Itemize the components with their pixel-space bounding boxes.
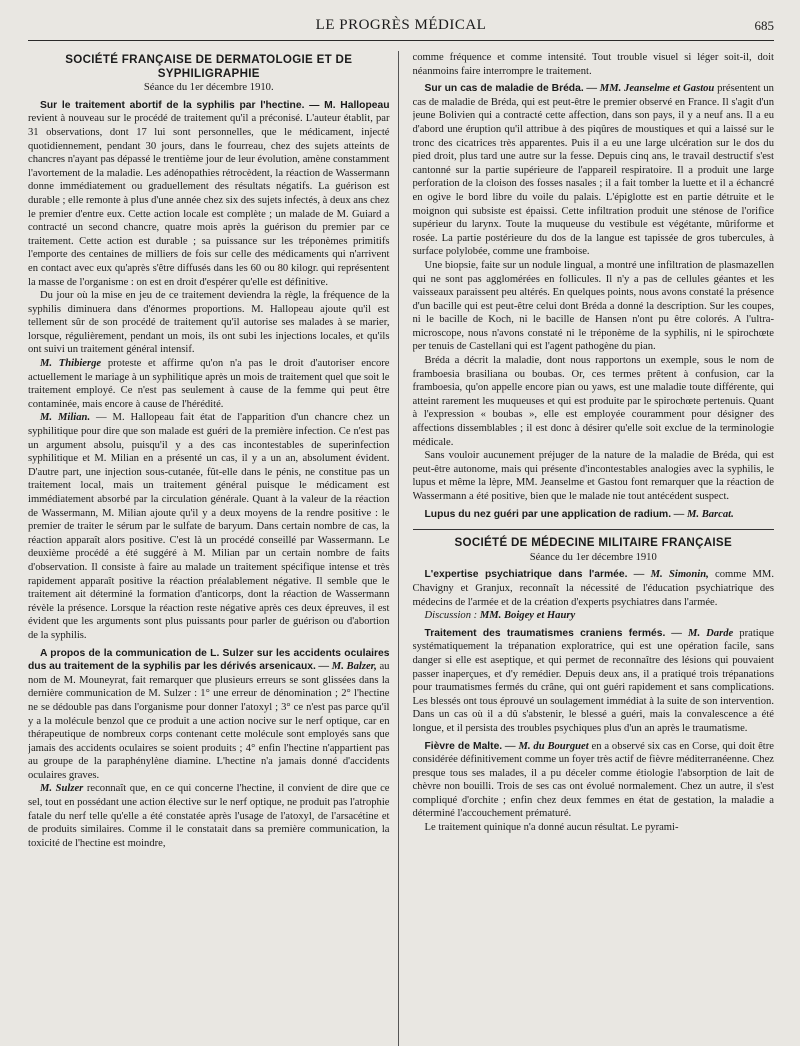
running-title: LE PROGRÈS MÉDICAL: [315, 17, 487, 33]
malta-fever-paragraph: [413, 740, 775, 822]
speaker-name: M. Thibierge: [40, 358, 102, 370]
article-heading: Fièvre de Malte.: [424, 740, 503, 752]
speaker-name: — M. Barcat.: [673, 508, 734, 520]
discussion-label: Discussion :: [424, 610, 478, 622]
article-heading: Traitement des traumatismes craniens fermés.: [424, 627, 666, 639]
speaker-name: — M. du Bourguet: [505, 740, 589, 752]
discussion-line: [413, 609, 775, 623]
speaker-name: MM. Boigey et Haury: [479, 610, 576, 622]
speaker-name: — M. Simonin,: [633, 569, 709, 581]
continuation-paragraph: comme fréquence et comme intensité. Tout trouble visuel si léger soit-il, doit néanmoins faire interrompre le traitement.: [412, 52, 774, 77]
right-column: [413, 51, 775, 1046]
speaker-name: M. Sulzer: [40, 783, 84, 795]
trauma-paragraph: [413, 627, 775, 736]
paragraph: Sans vouloir aucunement préjuger de la nature de la maladie de Bréda, qui est peut-être autonome, mais qui présente d'incontestables analogies avec la syphilis, le lupus et même la lèpre, MM. Jeanselme et Gastou font remarquer que la réaction de Wassermann a été positive, bien que le malade nie tout antécédent suspect.: [412, 450, 774, 502]
paragraph-text: comme MM. Chavigny et Granjux, reconnaît la nécessité de l'éducation psychiatrique des médecins de l'armée et de la création d'experts psychiatres dans l'armée.: [412, 569, 774, 608]
speaker-name: — M. Darde: [671, 627, 734, 639]
speaker-name: — M. Balzer,: [318, 661, 377, 673]
expertise-paragraph: [413, 568, 775, 609]
paragraph: Le traitement quinique n'a donné aucun résultat. Le pyrami-: [424, 822, 679, 834]
left-column: [28, 51, 399, 1046]
section-title-military: SOCIÉTÉ DE MÉDECINE MILITAIRE FRANÇAISE: [454, 536, 732, 550]
section-date-military: Séance du 1er décembre 1910: [529, 551, 657, 563]
section-title-dermatology: SOCIÉTÉ FRANÇAISE DE DERMATOLOGIE ET DE SYPHILIGRAPHIE: [65, 53, 353, 80]
sulzer-reply-paragraph: [28, 782, 390, 850]
paragraph: Une biopsie, faite sur un nodule lingual, a montré une infiltration de plasmazellen qui ne sont pas agglomérées en follicules. Il n'y a pas de cellules géantes et les vaisseaux paraissent peu altérés. En quelques points, nous avons constaté la présence d'un bacille qui est peut-être celui dont Bréda a donné la description. Sur les coupes, ni le bacille de Koch, ni le bacille de Hansen n'ont pu être colorés. A l'ultra-microscope, nous n'avons constaté ni le tréponème de la syphilis, ni le spirochœte per tenuis de Castellani qui est l'agent pathogène du pian.: [412, 259, 774, 353]
paragraph-text: — M. Hallopeau fait état de l'apparition d'un chancre chez un syphilitique pour dire que son malade est guéri de la première infection. Ce n'est pas un argument absolu, puisqu'il y a des cas incontestables de superinfection syphilitique et M. Milian en a présenté un cas, il y a un an, absolument évident. D'autre part, une injection sous-cutanée, fût-elle dans le pénis, ne constitue pas un traitement local, mais un traitement général puisque le médicament est immédiatement absorbé par la circulation générale. Quant à la valeur de la réaction de Wassermann, M. Milian ajoute qu'il y a deux moyens de la rendre positive : le premier de traiter le sérum par le sulfate de baryum. Dans certain nombre de cas, la réaction apparaît alors positive. C'est là un procédé conseillé par Wassermann. Le deuxième procédé a été suggéré à M. Milian par un certain nombre de faits d'observation. Il consiste à faire au malade un traitement spécifique intense et très rapidement apparaît positive la réaction préalablement négative. Il semble que le traitement ait déterminé la formation d'anticorps, dont la réaction de Wassermann révèle la présence. Lorsque la réaction reste négative après ces deux épreuves, il est évident que les arguments sont plus puissants pour parler de guérison ou d'abortion de la syphilis.: [28, 412, 390, 641]
article-heading: Sur un cas de maladie de Bréda.: [424, 83, 584, 95]
speaker-name: — MM. Jeanselme et Gastou: [586, 83, 715, 95]
paragraph-text: pratique systématiquement la trépanation exploratrice, qui est une opération facile, sans danger si elle est aseptique, et qui permet de reconnaître des lésions qui pouvaient passer inaperçues, et d'y remédier. Depuis deux ans, il a pratiqué trois trépanations pour traumatismes fermés du crâne, qui ont guéri rapidement et sans complications. Les blessés ont tous éprouvé un soulagement immédiat à la suite de son intervention. Dans un cas où il a dû s'abstenir, le blessé a guéri, mais la convalescence a été longue, et il persista des troubles psychiques plus d'un an après le traumatisme.: [412, 627, 774, 734]
milian-paragraph: [28, 411, 390, 642]
sulzer-article-paragraph: [28, 647, 390, 783]
paragraph-text: au nom de M. Mouneyrat, fait remarquer que plusieurs erreurs se sont glissées dans la dernière communication de M. Sulzer : 1° une erreur de dénomination ; 2° l'hectine ne se dédouble pas dans l'organisme pour donner l'atoxyl ; 3° ce n'est pas parce qu'il y a la molécule benzol que ce produit a une action nocive sur le nerf optique, car en thérapeutique de nombreux corps contenant cette molécule sont employés sans que jamais des accidents oculaires se soient produits ; 4° enfin l'hectine n'appartient pas au groupe de la paraphénylène diamine. L'hectine n'a jamais donné d'accidents oculaires graves.: [28, 661, 390, 781]
two-column-body: [28, 51, 774, 1046]
paragraph-text: proteste et affirme qu'on n'a pas le droit d'autoriser encore actuellement le mariage à un syphilitique après un mois de traitement quel que soit le traitement employé. Ce n'est pas seulement à cause de la femme qui peut être contaminée, mais encore à cause de l'hérédité.: [28, 358, 390, 410]
article-heading: Sur le traitement abortif de la syphilis par l'hectine. — M. Hallopeau: [40, 99, 390, 111]
paragraph: Bréda a décrit la maladie, dont nous rapportons un exemple, sous le nom de framboesia brasiliana ou boubas. Or, ces termes prêtent à confusion, car la framboesia, qu'on appelle encore pian ou yaws, est une maladie toute différente, qui atteint rarement les muqueuses et qui est produite par le spirochœte pertenuis. Quant à l'expression « boubas », elle est employée couramment pour désigner des affections dissemblables ; il est donc à désirer qu'elle soit exclue de la terminologie médicale.: [412, 355, 774, 448]
breda-paragraph: [413, 82, 775, 259]
paragraph-text: en a observé six cas en Corse, qui doit être considérée définitivement comme un foyer très actif de fièvre méditerranéenne. Chez presque tous ses malades, il a pu déceler comme étiologie l'absorption de lait de chèvre non bouilli. Trois de ses cas ont évolué normalement. Chez un autre, il s'est compliqué d'orchite ; enfin chez deux femmes en état de gestation, la maladie a déterminé l'accouchement prématuré.: [412, 740, 774, 820]
page-number: 685: [754, 18, 774, 33]
page-header: [28, 14, 774, 41]
lupus-paragraph: [413, 508, 775, 522]
speaker-name: M. Milian.: [40, 412, 91, 424]
section-date-dermatology: Séance du 1er décembre 1910.: [143, 82, 274, 94]
article-heading: A propos de la communication de L. Sulzer sur les accidents oculaires dus au traitement de la syphilis par les dérivés arsenicaux.: [28, 647, 390, 673]
paragraph-text: revient à nouveau sur le procédé de traitement qu'il a préconisé. L'auteur établit, par 31 observations, dont 17 lui sont personnelles, que le médicament, injecté quotidiennement, pendant 30 jours, dans le fourreau, chez des sujets atteints de chancres n'ayant pas dépassé le trentième jour de leur évolution, amène constamment l'avortement de la maladie. Les adénopathies rétrocèdent, la réaction de Wassermann donne immédiatement ou graduellement des résultats négatifs. La guérison est durable ; elle remonte à plus d'une année chez six des sujets infectés, à deux ans chez le premier d'entre eux. Cette action locale est complète ; un malade de M. Guiard a contracté un second chancre, quatre mois après la guérison du premier par ce traitement. Cette action est durable ; sa puissance sur les tréponèmes primitifs l'emporte des centaines de milliers de fois sur celle des médicaments qui n'arrivent en contact avec eux qu'après s'être diffusés dans les 60 ou 80 kilogr. qui représentent la masse de l'organisme : on est en droit d'espérer qu'elle est définitive.: [28, 113, 390, 288]
article-hectine-paragraph: [28, 99, 390, 289]
paragraph: Du jour où la mise en jeu de ce traitement deviendra la règle, la fréquence de la syphilis diminuera dans d'énormes proportions. M. Hallopeau ajoute qu'il est tellement sûr de son procédé de traitement qu'il autorise ses malades à se marier, lorsque, régulièrement, pendant un mois, ils ont subi les injections locales, et qu'ils ont suivi un traitement général intensif.: [28, 290, 390, 356]
paragraph-text: présentent un cas de maladie de Bréda, qui est peut-être le premier observé en France. Il s'agit d'un jeune Bolivien qui a contracté cette affection, dans son pays, il y a neuf ans. Il a eu d'abord une éruption qu'il attribue à des piqûres de moustiques et qui a laissé sur le tronc des cicatrices très apparentes. Puis il a eu une large ulcération sur le dos du pied droit, plus tard une autre sur la fesse. Depuis cinq ans, le travail destructif s'est cantonné sur la partie supérieure de l'appareil respiratoire. Il a produit une large perforation de la cloison des fosses nasales ; il a fait tomber la luette et il a échancré en ogive le bord libre du voile du palais. L'épiglotte est en partie détruite et le moignon qui subsiste est épaissi. Cette infiltration produit une sténose de l'orifice supérieur du larynx. Toute la muqueuse du vestibule est végétante, mûriforme et rosée. La partie postérieure du dos de la langue est tapissée de gros tubercules, à surface polylobée, comme une framboise.: [412, 83, 774, 258]
section-divider: [413, 529, 775, 530]
paragraph-text: reconnaît que, en ce qui concerne l'hectine, il convient de dire que ce sel, tout en possédant une action élective sur le nerf optique, ne produit pas l'atrophie fatale du nerf telle qu'elle a été constatée après l'usage de l'atoxyl, de l'arsacétine et de produits similaires. Comme il le constatait dans sa première communication, la toxicité de l'hectine est moindre,: [28, 783, 390, 849]
article-heading: L'expertise psychiatrique dans l'armée.: [424, 569, 628, 581]
article-heading: Lupus du nez guéri par une application de radium.: [424, 508, 672, 520]
thibierge-paragraph: [28, 357, 390, 411]
